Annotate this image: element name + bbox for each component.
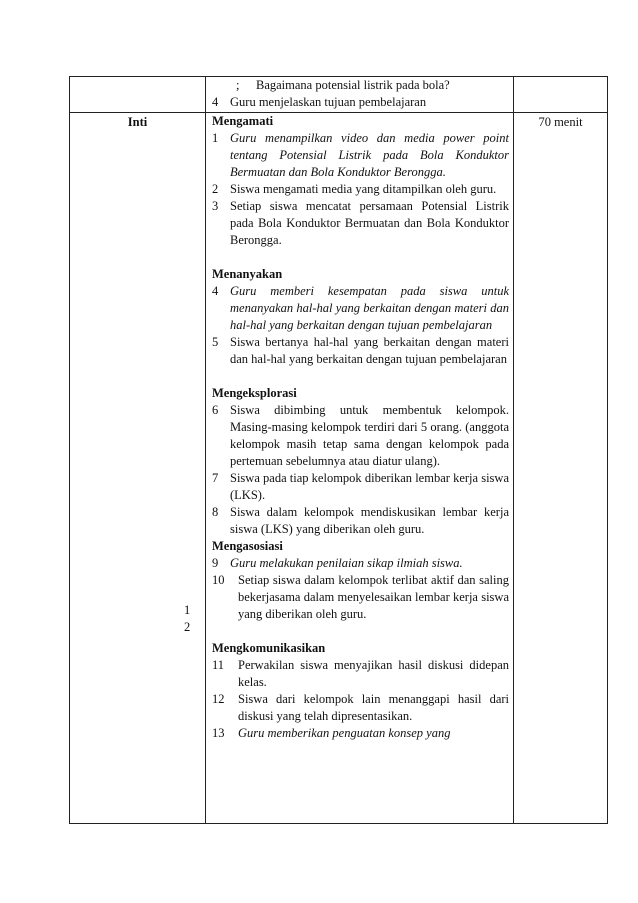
list-item (212, 130, 509, 181)
section-spacer (212, 249, 509, 266)
item-number: 4 (212, 95, 219, 109)
section-heading-mengkomunikasikan: Mengkomunikasikan (212, 641, 326, 655)
item-text: Siswa pada tiap kelompok diberikan lembar kerja siswa (LKS). (230, 471, 509, 502)
activity-cell-intro (206, 77, 514, 113)
item-text: Guru memberi kesempatan pada siswa untuk menanyakan hal-hal yang berkaitan dengan materi dan hal-hal yang berkaitan dengan tujuan pembelajaran (230, 284, 509, 332)
section-spacer (212, 623, 509, 640)
activity-cell (206, 113, 514, 824)
item-text: Guru menampilkan video dan media power point tentang Potensial Listrik pada Bola Konduktor Bermuatan dan Bola Konduktor Berongga. (230, 131, 509, 179)
table-row (70, 77, 608, 113)
question-line (212, 77, 509, 94)
item-number: 2 (212, 182, 219, 196)
list-item (212, 691, 509, 725)
list-item (212, 94, 509, 111)
list-item (212, 198, 509, 249)
duration-cell (514, 113, 608, 824)
item-text: Siswa dibimbing untuk membentuk kelompok. Masing-masing kelompok terdiri dari 5 orang. (anggota kelompok masih tetap sama dengan kelompok pada pertemuan sebelumnya atau diatur ulang). (230, 403, 509, 468)
item-text: Guru memberikan penguatan konsep yang (238, 726, 451, 740)
item-text: Siswa dalam kelompok mendiskusikan lembar kerja siswa (LKS) yang diberikan oleh guru. (230, 505, 509, 536)
item-number: 7 (212, 471, 219, 485)
phase-cell (70, 113, 206, 824)
list-item (212, 402, 509, 470)
item-number: 5 (212, 335, 219, 349)
list-item (212, 555, 509, 572)
list-item (212, 470, 509, 504)
list-item (212, 504, 509, 538)
table-row (70, 113, 608, 824)
item-text: Setiap siswa dalam kelompok terlibat aktif dan saling bekerjasama dalam menyelesaikan lembar kerja siswa yang diberikan oleh guru. (238, 573, 509, 621)
item-number: 8 (212, 505, 219, 519)
item-number: 1 (212, 131, 219, 145)
item-text: Setiap siswa mencatat persamaan Potensial Listrik pada Bola Konduktor Bermuatan dan Bola Konduktor Berongga. (230, 199, 509, 247)
question-text: Bagaimana potensial listrik pada bola? (256, 78, 450, 92)
section-heading-mengasosiasi: Mengasosiasi (212, 539, 283, 553)
section-heading-menanyakan: Menanyakan (212, 267, 283, 281)
item-number: 10 (212, 573, 225, 587)
phase-label: Inti (127, 115, 148, 129)
duration-label: 70 menit (538, 115, 583, 129)
list-item (212, 283, 509, 334)
item-text: Siswa bertanya hal-hal yang berkaitan dengan materi dan hal-hal yang berkaitan dengan tujuan pembelajaran (230, 335, 509, 366)
item-number: 13 (212, 726, 225, 740)
item-text: Guru melakukan penilaian sikap ilmiah siswa. (230, 556, 463, 570)
item-number: 6 (212, 403, 219, 417)
item-text: Perwakilan siswa menyajikan hasil diskusi didepan kelas. (238, 658, 509, 689)
list-item (212, 725, 509, 742)
list-item (212, 572, 509, 623)
item-number: 12 (212, 692, 225, 706)
list-item (212, 181, 509, 198)
section-heading-mengamati: Mengamati (212, 114, 274, 128)
item-text: Guru menjelaskan tujuan pembelajaran (230, 95, 427, 109)
phase-cell-empty (70, 77, 206, 113)
list-item (212, 334, 509, 368)
item-text: Siswa mengamati media yang ditampilkan oleh guru. (230, 182, 497, 196)
orphan-number: 2 (184, 620, 191, 634)
item-number: 3 (212, 199, 219, 213)
list-item (212, 657, 509, 691)
item-number: 9 (212, 556, 219, 570)
item-number: 11 (212, 658, 225, 672)
item-number: 4 (212, 284, 219, 298)
orphan-number: 1 (184, 603, 191, 617)
section-heading-mengeksplorasi: Mengeksplorasi (212, 386, 297, 400)
question-prefix: ; (236, 78, 240, 92)
item-text: Siswa dari kelompok lain menanggapi hasil dari diskusi yang telah dipresentasikan. (238, 692, 509, 723)
section-spacer (212, 368, 509, 385)
duration-cell-empty (514, 77, 608, 113)
lesson-activity-table (69, 76, 608, 824)
